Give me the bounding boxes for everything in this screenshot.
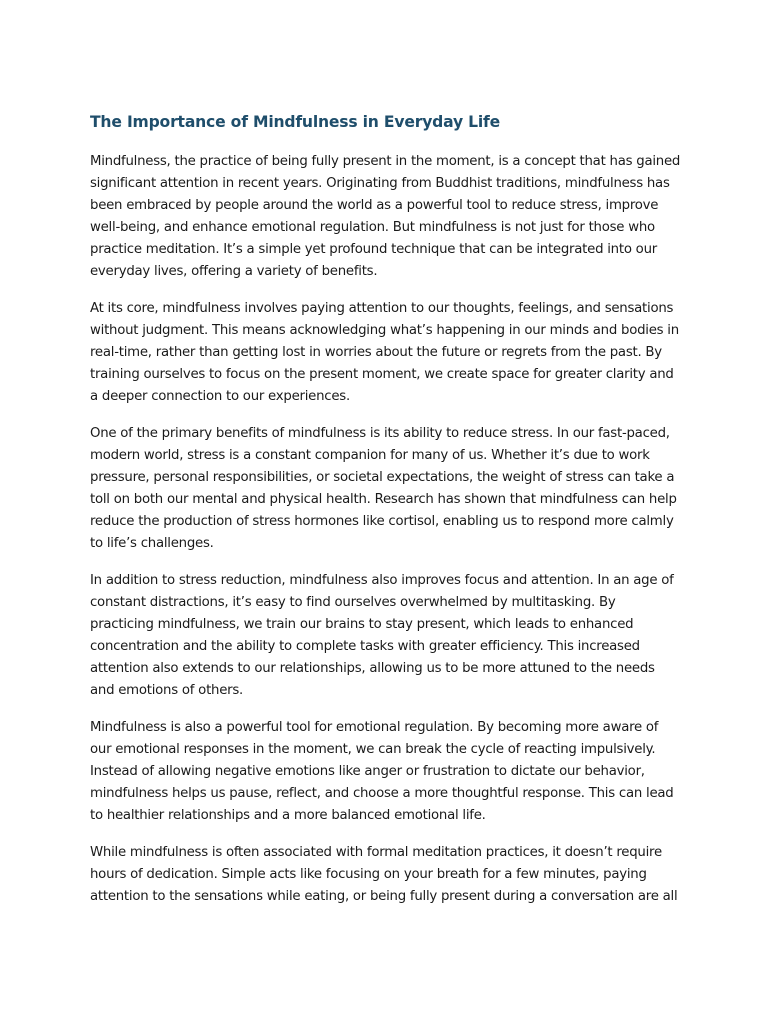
document-title: The Importance of Mindfulness in Everyday Life bbox=[90, 113, 501, 131]
paragraph-6: While mindfulness is often associated with formal meditation practices, it doesn’t require hours of dedication. Simple acts like focusing on your breath for a few minutes, paying attention to the sensations while eating, or being fully present during a conversation are all bbox=[90, 845, 678, 904]
paragraph-1: Mindfulness, the practice of being fully present in the moment, is a concept that has gained significant attention in recent years. Originating from Buddhist traditions, mindfulness has been embraced by people around the world as a powerful tool to reduce stress, improve well-being, and enhance emotional regulation. But mindfulness is not just for those who practice meditation. It’s a simple yet profound technique that can be integrated into our everyday lives, offering a variety of benefits. bbox=[90, 154, 681, 279]
paragraph-5: Mindfulness is also a powerful tool for emotional regulation. By becoming more aware of our emotional responses in the moment, we can break the cycle of reacting impulsively. Instead of allowing negative emotions like anger or frustration to dictate our behavior, mindfulness helps us pause, reflect, and choose a more thoughtful response. This can lead to healthier relationships and a more balanced emotional life. bbox=[90, 720, 674, 823]
paragraph-3: One of the primary benefits of mindfulness is its ability to reduce stress. In our fast-paced, modern world, stress is a constant companion for many of us. Whether it’s due to work pressure, personal responsibilities, or societal expectations, the weight of stress can take a toll on both our mental and physical health. Research has shown that mindfulness can help reduce the production of stress hormones like cortisol, enabling us to respond more calmly to life’s challenges. bbox=[90, 426, 677, 551]
document-page bbox=[90, 110, 682, 923]
paragraph-4: In addition to stress reduction, mindfulness also improves focus and attention. In an age of constant distractions, it’s easy to find ourselves overwhelmed by multitasking. By practicing mindfulness, we train our brains to stay present, which leads to enhanced concentration and the ability to complete tasks with greater efficiency. This increased attention also extends to our relationships, allowing us to be more attuned to the needs and emotions of others. bbox=[90, 573, 674, 698]
paragraph-2: At its core, mindfulness involves paying attention to our thoughts, feelings, and sensations without judgment. This means acknowledging what’s happening in our minds and bodies in real-time, rather than getting lost in worries about the future or regrets from the past. By training ourselves to focus on the present moment, we create space for greater clarity and a deeper connection to our experiences. bbox=[90, 301, 679, 404]
